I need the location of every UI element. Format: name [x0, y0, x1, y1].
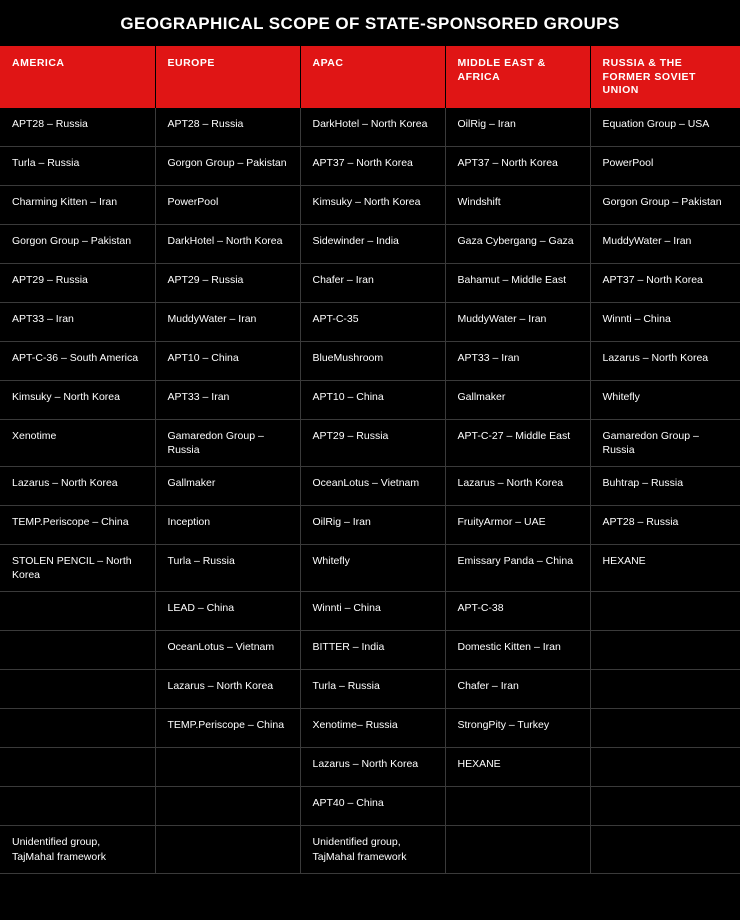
table-header: [0, 46, 740, 107]
group-cell: Xenotime: [0, 419, 155, 466]
group-cell: PowerPool: [155, 185, 300, 224]
group-cell: Turla – Russia: [300, 670, 445, 709]
group-cell: APT-C-38: [445, 592, 590, 631]
table-row: [0, 224, 740, 263]
state-sponsored-groups-table: [0, 46, 740, 873]
group-cell: Whitefly: [300, 545, 445, 592]
empty-cell: [0, 748, 155, 787]
group-cell: Charming Kitten – Iran: [0, 185, 155, 224]
group-cell: APT28 – Russia: [0, 108, 155, 147]
group-cell: APT33 – Iran: [445, 341, 590, 380]
table-body: [0, 108, 740, 874]
empty-cell: [445, 787, 590, 826]
empty-cell: [590, 826, 740, 873]
empty-cell: [590, 709, 740, 748]
group-cell: OceanLotus – Vietnam: [300, 467, 445, 506]
group-cell: APT37 – North Korea: [300, 146, 445, 185]
group-cell: APT37 – North Korea: [445, 146, 590, 185]
column-header-russia-former-soviet-union: RUSSIA & THE FORMER SOVIET UNION: [590, 46, 740, 107]
group-cell: PowerPool: [590, 146, 740, 185]
header-row: [0, 46, 740, 107]
group-cell: APT28 – Russia: [155, 108, 300, 147]
group-cell: Windshift: [445, 185, 590, 224]
empty-cell: [0, 787, 155, 826]
group-cell: APT29 – Russia: [300, 419, 445, 466]
group-cell: Kimsuky – North Korea: [0, 380, 155, 419]
empty-cell: [445, 826, 590, 873]
group-cell: TEMP.Periscope – China: [155, 709, 300, 748]
table-row: [0, 419, 740, 466]
table-row: [0, 146, 740, 185]
column-header-apac: APAC: [300, 46, 445, 107]
group-cell: Gamaredon Group – Russia: [590, 419, 740, 466]
group-cell: HEXANE: [590, 545, 740, 592]
empty-cell: [0, 592, 155, 631]
group-cell: Lazarus – North Korea: [300, 748, 445, 787]
empty-cell: [590, 787, 740, 826]
table-row: [0, 748, 740, 787]
group-cell: MuddyWater – Iran: [155, 302, 300, 341]
empty-cell: [590, 748, 740, 787]
group-cell: HEXANE: [445, 748, 590, 787]
group-cell: Gorgon Group – Pakistan: [0, 224, 155, 263]
group-cell: Gamaredon Group – Russia: [155, 419, 300, 466]
table-row: [0, 592, 740, 631]
group-cell: Gallmaker: [155, 467, 300, 506]
group-cell: Winnti – China: [590, 302, 740, 341]
column-header-middle-east-africa: MIDDLE EAST & AFRICA: [445, 46, 590, 107]
empty-cell: [155, 748, 300, 787]
table-row: [0, 341, 740, 380]
table-row: [0, 380, 740, 419]
group-cell: Gorgon Group – Pakistan: [590, 185, 740, 224]
group-cell: APT-C-35: [300, 302, 445, 341]
empty-cell: [0, 631, 155, 670]
table-row: [0, 263, 740, 302]
group-cell: APT-C-27 – Middle East: [445, 419, 590, 466]
group-cell: OilRig – Iran: [445, 108, 590, 147]
group-cell: DarkHotel – North Korea: [300, 108, 445, 147]
group-cell: BlueMushroom: [300, 341, 445, 380]
table-row: [0, 108, 740, 147]
group-cell: Lazarus – North Korea: [0, 467, 155, 506]
group-cell: APT28 – Russia: [590, 506, 740, 545]
group-cell: Unidentified group, TajMahal framework: [300, 826, 445, 873]
group-cell: APT37 – North Korea: [590, 263, 740, 302]
empty-cell: [590, 631, 740, 670]
group-cell: STOLEN PENCIL – North Korea: [0, 545, 155, 592]
group-cell: APT33 – Iran: [155, 380, 300, 419]
group-cell: Xenotime– Russia: [300, 709, 445, 748]
column-header-europe: EUROPE: [155, 46, 300, 107]
group-cell: APT33 – Iran: [0, 302, 155, 341]
table-row: [0, 185, 740, 224]
group-cell: Kimsuky – North Korea: [300, 185, 445, 224]
group-cell: Lazarus – North Korea: [445, 467, 590, 506]
group-cell: MuddyWater – Iran: [445, 302, 590, 341]
empty-cell: [155, 826, 300, 873]
group-cell: Lazarus – North Korea: [155, 670, 300, 709]
group-cell: APT10 – China: [155, 341, 300, 380]
table-row: [0, 506, 740, 545]
group-cell: APT40 – China: [300, 787, 445, 826]
group-cell: Turla – Russia: [155, 545, 300, 592]
group-cell: Chafer – Iran: [445, 670, 590, 709]
table-row: [0, 545, 740, 592]
empty-cell: [590, 670, 740, 709]
group-cell: Sidewinder – India: [300, 224, 445, 263]
empty-cell: [155, 787, 300, 826]
group-cell: LEAD – China: [155, 592, 300, 631]
group-cell: DarkHotel – North Korea: [155, 224, 300, 263]
empty-cell: [0, 709, 155, 748]
group-cell: MuddyWater – Iran: [590, 224, 740, 263]
table-row: [0, 826, 740, 873]
table-row: [0, 709, 740, 748]
group-cell: TEMP.Periscope – China: [0, 506, 155, 545]
group-cell: Inception: [155, 506, 300, 545]
group-cell: Gorgon Group – Pakistan: [155, 146, 300, 185]
table-row: [0, 787, 740, 826]
table-row: [0, 302, 740, 341]
group-cell: Unidentified group, TajMahal framework: [0, 826, 155, 873]
group-cell: StrongPity – Turkey: [445, 709, 590, 748]
table-row: [0, 467, 740, 506]
group-cell: APT29 – Russia: [155, 263, 300, 302]
group-cell: Emissary Panda – China: [445, 545, 590, 592]
group-cell: Chafer – Iran: [300, 263, 445, 302]
group-cell: Gallmaker: [445, 380, 590, 419]
group-cell: Equation Group – USA: [590, 108, 740, 147]
empty-cell: [0, 670, 155, 709]
page-title: GEOGRAPHICAL SCOPE OF STATE-SPONSORED GROUPS: [120, 14, 620, 33]
group-cell: Turla – Russia: [0, 146, 155, 185]
group-cell: APT10 – China: [300, 380, 445, 419]
group-cell: APT-C-36 – South America: [0, 341, 155, 380]
group-cell: Winnti – China: [300, 592, 445, 631]
empty-cell: [590, 592, 740, 631]
table-row: [0, 670, 740, 709]
column-header-america: AMERICA: [0, 46, 155, 107]
group-cell: Buhtrap – Russia: [590, 467, 740, 506]
group-cell: FruityArmor – UAE: [445, 506, 590, 545]
group-cell: APT29 – Russia: [0, 263, 155, 302]
group-cell: Gaza Cybergang – Gaza: [445, 224, 590, 263]
group-cell: Bahamut – Middle East: [445, 263, 590, 302]
group-cell: Lazarus – North Korea: [590, 341, 740, 380]
group-cell: OilRig – Iran: [300, 506, 445, 545]
group-cell: OceanLotus – Vietnam: [155, 631, 300, 670]
group-cell: Domestic Kitten – Iran: [445, 631, 590, 670]
table-row: [0, 631, 740, 670]
group-cell: Whitefly: [590, 380, 740, 419]
group-cell: BITTER – India: [300, 631, 445, 670]
